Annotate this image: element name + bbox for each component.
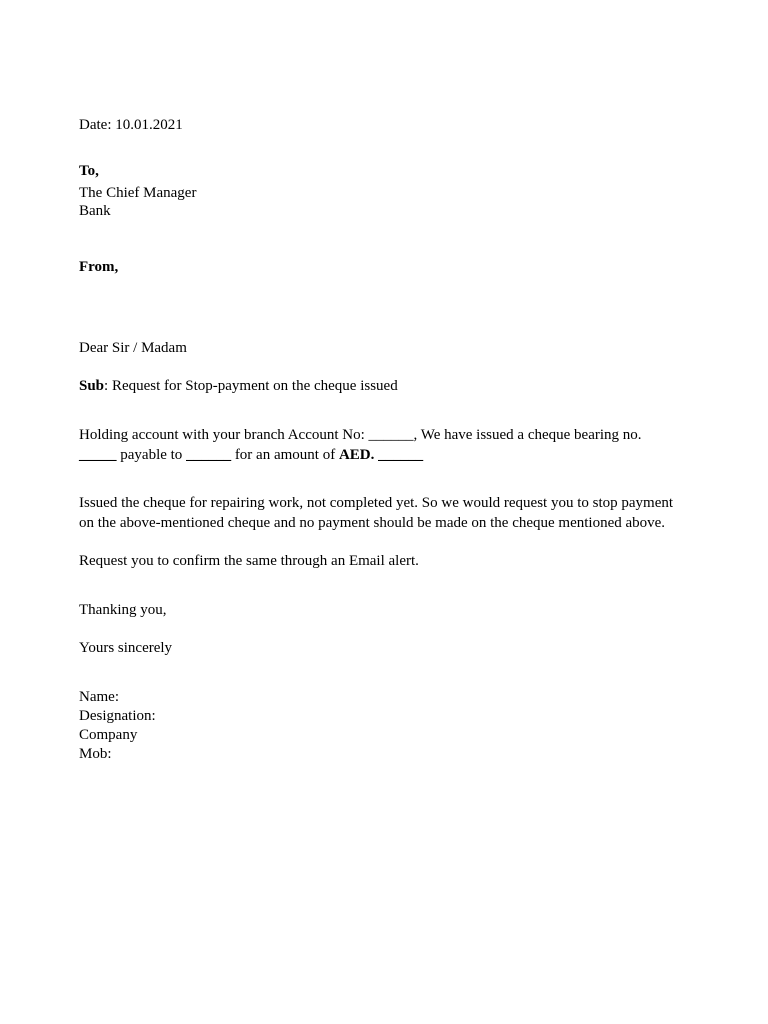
paragraph-reason-line1: Issued the cheque for repairing work, not completed yet. So we would request you to stop payment — [79, 495, 674, 511]
payable-text: payable to — [116, 446, 187, 463]
salutation: Dear Sir / Madam — [79, 340, 187, 356]
subject-label: Sub — [79, 378, 105, 394]
signature-company: Company — [79, 727, 138, 743]
cheque-number-blank: _____ — [79, 446, 117, 463]
paragraph-account-line1: Holding account with your branch Account No: ______, We have issued a cheque bearing no. — [79, 427, 642, 443]
payee-blank: ______ — [186, 446, 232, 463]
paragraph-confirm: Request you to confirm the same through an Email alert. — [79, 553, 419, 569]
recipient-title: The Chief Manager — [79, 185, 197, 201]
to-heading: To, — [79, 163, 99, 179]
thanks-line: Thanking you, — [79, 602, 167, 618]
signature-mob: Mob: — [79, 746, 112, 762]
currency-label: AED. — [338, 446, 375, 463]
paragraph-reason — [79, 494, 689, 533]
paragraph-account — [79, 426, 689, 465]
amount-blank: ______ — [378, 446, 424, 463]
signature-name: Name: — [79, 689, 119, 705]
from-heading: From, — [79, 259, 119, 275]
date-line: Date: 10.01.2021 — [79, 117, 183, 133]
recipient-bank: Bank — [79, 203, 111, 219]
amount-text: for an amount of — [231, 446, 339, 463]
signature-designation: Designation: — [79, 708, 156, 724]
closing-line: Yours sincerely — [79, 640, 173, 656]
paragraph-account-line2 — [79, 446, 689, 466]
subject-line — [79, 377, 398, 396]
subject-text: : Request for Stop-payment on the cheque issued — [104, 378, 398, 394]
paragraph-reason-line2: on the above-mentioned cheque and no payment should be made on the cheque mentioned above. — [79, 514, 666, 531]
